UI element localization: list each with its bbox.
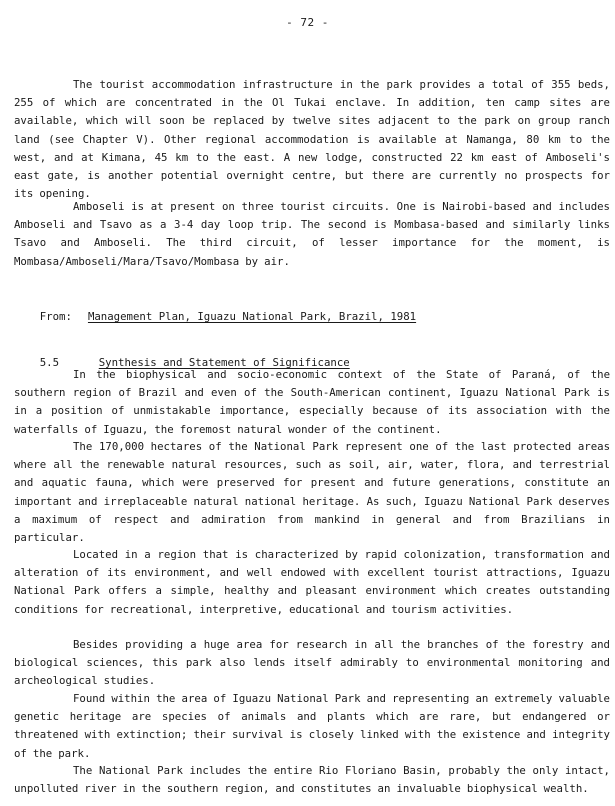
section-title: Synthesis and Statement of Significance xyxy=(98,356,350,369)
source-label: From: xyxy=(39,310,72,323)
paragraph-research: Besides providing a huge area for research in all the branches of the forestry and biological sciences, this park also lends itself admirably to environmental monitoring and archeological studies. xyxy=(14,638,610,688)
paragraph-rio-floriano: The National Park includes the entire Rio Floriano Basin, probably the only intact, unpolluted river in the southern region, and constitutes an invaluable biophysical wealth. xyxy=(14,764,610,796)
source-title: Management Plan, Iguazu National Park, Brazil, 1981 xyxy=(87,310,417,323)
paragraph-recreation: Located in a region that is characterized by rapid colonization, transformation and alteration of its environment, and well endowed with excellent tourist attractions, Iguazu National Park offers a simple, healthy and pleasant environment which creates outstanding conditions for recreational, interpretive, educational and tourism activities. xyxy=(14,548,610,616)
section-number: 5.5 xyxy=(39,356,60,369)
paragraph-accommodation: The tourist accommodation infrastructure in the park provides a total of 355 beds, 255 of which are concentrated in the Ol Tukai enclave. In addition, ten camp sites are available, which will soon be replaced by twelve sites adjacent to the park on group ranch land (see Chapter V). Other regional accommodation is available at Namanga, 80 km to the west, and at Kimana, 45 km to the east. A new lodge, constructed 22 km east of Amboseli's east gate, is another potential overnight centre, but there are currently no prospects for its opening. xyxy=(14,78,610,201)
page-number: - 72 - xyxy=(286,16,329,29)
paragraph-genetic-heritage: Found within the area of Iguazu National Park and representing an extremely valuable genetic heritage are species of animals and plants which are rare, but endangered or threatened with extinction; their survival is closely linked with the existence and integrity of the park. xyxy=(14,692,610,760)
paragraph-protected-area: The 170,000 hectares of the National Park represent one of the last protected areas where all the renewable natural resources, such as soil, air, water, flora, and terrestrial and aquatic fauna, which were preserved for present and future generations, constitute an important and irreplaceable natural national heritage. As such, Iguazu National Park deserves a maximum of respect and admiration from mankind in general and from Brazilians in particular. xyxy=(14,440,610,545)
paragraph-significance-context: In the biophysical and socio-economic context of the State of Paraná, of the southern region of Brazil and even of the South-American continent, Iguazu National Park is in a position of unmistakable importance, especially because of its association with the waterfalls of Iguazu, the foremost natural wonder of the continent. xyxy=(14,368,610,436)
paragraph-tourist-circuits: Amboseli is at present on three tourist circuits. One is Nairobi-based and includes Amboseli and Tsavo as a 3-4 day loop trip. The second is Mombasa-based and similarly links Tsavo and Amboseli. The third circuit, of lesser importance for the moment, is Mombasa/Amboseli/Mara/Tsavo/Mombasa by air. xyxy=(14,200,610,268)
